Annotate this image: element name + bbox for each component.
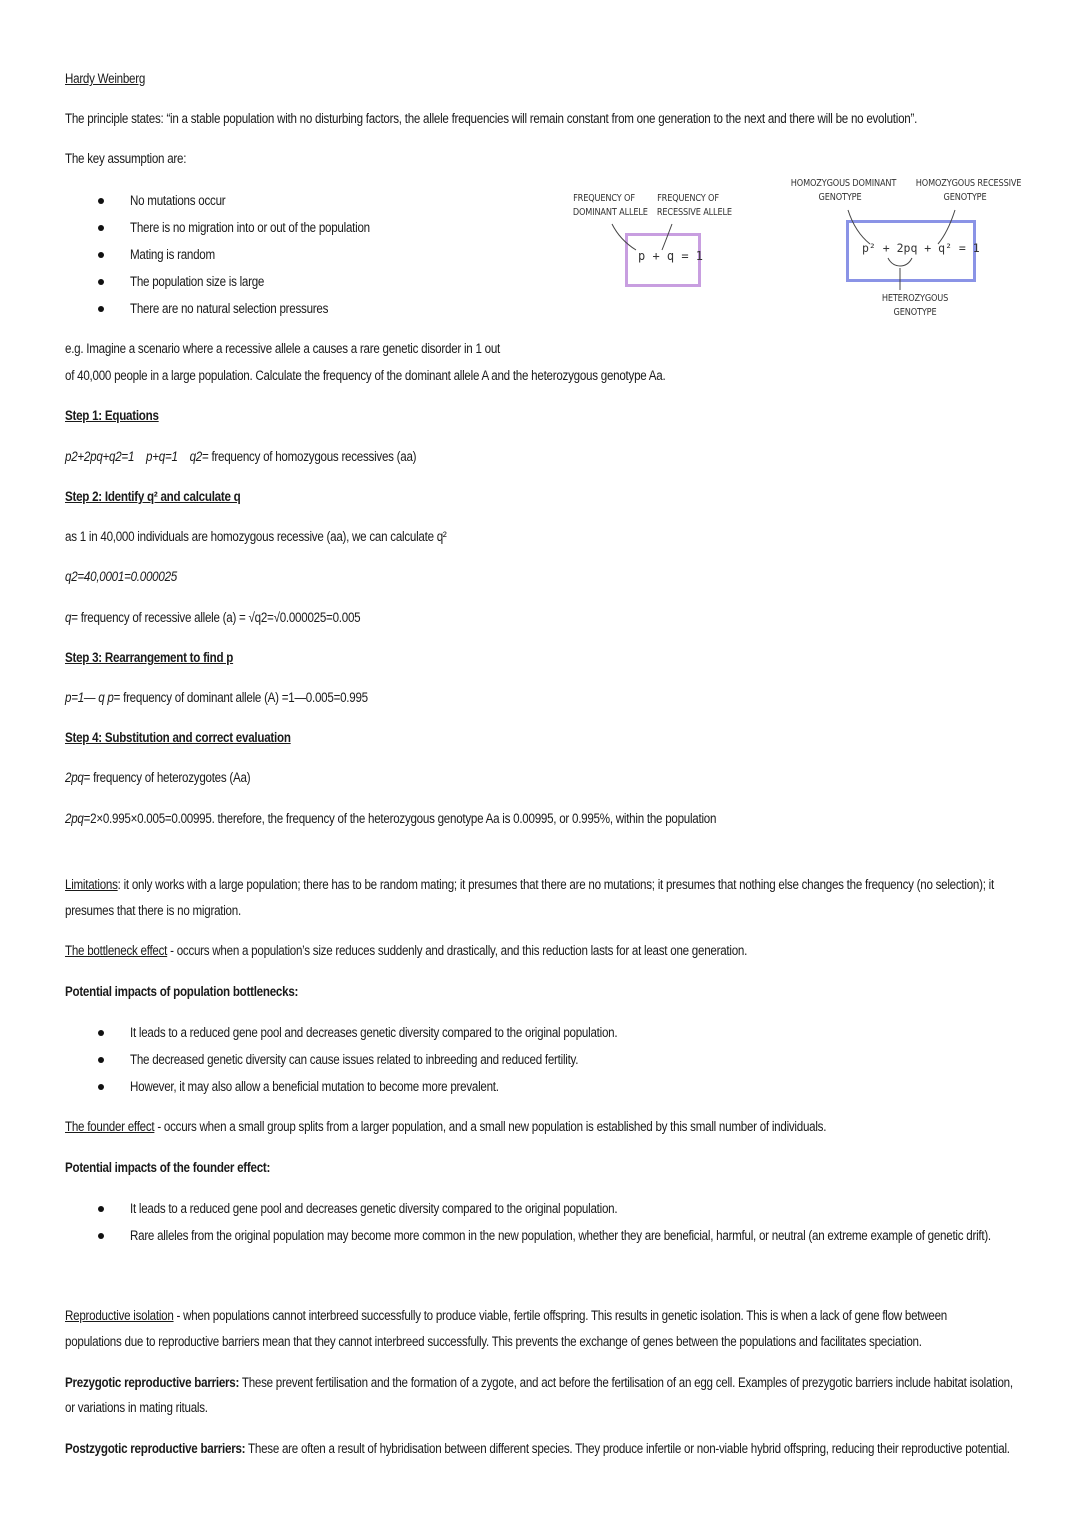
founder-definition: The founder effect - occurs when a small group splits from a larger population, and a small new population is established by this small number of individuals. — [65, 1119, 827, 1134]
postzygotic-line: Postzygotic reproductive barriers: These are often a result of hybridisation between different species. They produce infertile or non-viable hybrid offspring, reducing their reproductive potential. — [65, 1441, 1010, 1456]
equation-genotypes: p² + 2pq + q² = 1 — [862, 241, 980, 255]
bullet-icon — [98, 1057, 104, 1063]
list-item: However, it may also allow a beneficial mutation to become more prevalent. — [130, 1079, 499, 1094]
page-title: Hardy Weinberg — [65, 71, 146, 86]
limitations-line-1: Limitations: it only works with a large population; there has to be random mating; it presumes that there are no mutations; it presumes that nothing else changes the frequency (no selection); it — [65, 877, 994, 892]
step4-heading: Step 4: Substitution and correct evaluation — [65, 730, 291, 745]
list-item: It leads to a reduced gene pool and decreases genetic diversity compared to the original population. — [130, 1025, 618, 1040]
list-item: Mating is random — [130, 247, 215, 262]
bottleneck-impacts-heading: Potential impacts of population bottlenecks: — [65, 984, 299, 999]
recessive-allele-label: FREQUENCY OF RECESSIVE ALLELE — [656, 193, 732, 218]
reproductive-isolation-line-1: Reproductive isolation - when populations cannot interbreed successfully to produce viable, fertile offspring. This results in genetic isolation. This is when a lack of gene flow between — [65, 1308, 947, 1323]
reproductive-isolation-line-2: populations due to reproductive barriers mean that they cannot interbreed successfully. This prevents the exchange of genes between the populations and facilitates speciation. — [65, 1334, 922, 1349]
arrow-hom-rec-icon — [938, 210, 955, 244]
bullet-icon — [98, 1233, 104, 1239]
step4-line-1: 2pq= frequency of heterozygotes (Aa) — [65, 770, 251, 785]
step2-line-3: q= frequency of recessive allele (a) = √q2=√0.000025=0.005 — [65, 610, 361, 625]
heterozygous-label: HETEROZYGOUS GENOTYPE — [881, 293, 949, 318]
step2-heading: Step 2: Identify q² and calculate q — [65, 489, 241, 504]
step1-heading: Step 1: Equations — [65, 408, 159, 423]
founder-impacts-heading: Potential impacts of the founder effect: — [65, 1160, 271, 1175]
prezygotic-line-2: or variations in mating rituals. — [65, 1400, 208, 1415]
step2-line-2: q2=40,0001=0.000025 — [65, 569, 177, 584]
step1-equations: p2+2pq+q2=1 p+q=1 q2= frequency of homozygous recessives (aa) — [65, 449, 417, 464]
homozygous-dominant-label: HOMOZYGOUS DOMINANT GENOTYPE — [790, 178, 897, 203]
homozygous-recessive-label: HOMOZYGOUS RECESSIVE GENOTYPE — [915, 178, 1022, 203]
bullet-icon — [98, 1084, 104, 1090]
example-line-1: e.g. Imagine a scenario where a recessive allele a causes a rare genetic disorder in 1 out — [65, 341, 500, 356]
step4-line-2: 2pq=2×0.995×0.005=0.00995. therefore, the frequency of the heterozygous genotype Aa is 0.00995, or 0.995%, within the population — [65, 811, 717, 826]
arrow-dominant-icon — [612, 224, 636, 250]
list-item: The population size is large — [130, 274, 265, 289]
step3-heading: Step 3: Rearrangement to find p — [65, 650, 234, 665]
arrow-hom-dom-icon — [848, 210, 870, 244]
step2-line-1: as 1 in 40,000 individuals are homozygous recessive (aa), we can calculate q² — [65, 529, 447, 544]
list-item: The decreased genetic diversity can cause issues related to inbreeding and reduced fertility. — [130, 1052, 579, 1067]
assumptions-heading: The key assumption are: — [65, 151, 187, 166]
list-item: Rare alleles from the original population may become more common in the new population, whether they are beneficial, harmful, or neutral (an extreme example of genetic drift). — [130, 1228, 991, 1243]
step3-line: p=1— q p= frequency of dominant allele (A) =1—0.005=0.995 — [65, 690, 368, 705]
bottleneck-definition: The bottleneck effect - occurs when a population’s size reduces suddenly and drastically, and this reduction lasts for at least one generation. — [65, 943, 748, 958]
list-item: There are no natural selection pressures — [130, 301, 329, 316]
arrow-recessive-icon — [662, 224, 672, 250]
brace-het-icon — [888, 258, 912, 266]
dominant-allele-label: FREQUENCY OF DOMINANT ALLELE — [572, 193, 648, 218]
list-item: No mutations occur — [130, 193, 226, 208]
bullet-icon — [98, 1030, 104, 1036]
equation-pq: p + q = 1 — [638, 249, 704, 263]
list-item: It leads to a reduced gene pool and decreases genetic diversity compared to the original population. — [130, 1201, 618, 1216]
limitations-line-2: presumes that there is no migration. — [65, 903, 241, 918]
prezygotic-line-1: Prezygotic reproductive barriers: These prevent fertilisation and the formation of a zygote, and act before the fertilisation of an egg cell. Examples of prezygotic barriers include habitat isolation, — [65, 1375, 1013, 1390]
bullet-icon — [98, 1206, 104, 1212]
list-item: There is no migration into or out of the population — [130, 220, 370, 235]
example-line-2: of 40,000 people in a large population. Calculate the frequency of the dominant allele A and the heterozygous genotype Aa. — [65, 368, 666, 383]
principle-text: The principle states: “in a stable population with no disturbing factors, the allele frequencies will remain constant from one generation to the next and there will be no evolution”. — [65, 111, 918, 126]
